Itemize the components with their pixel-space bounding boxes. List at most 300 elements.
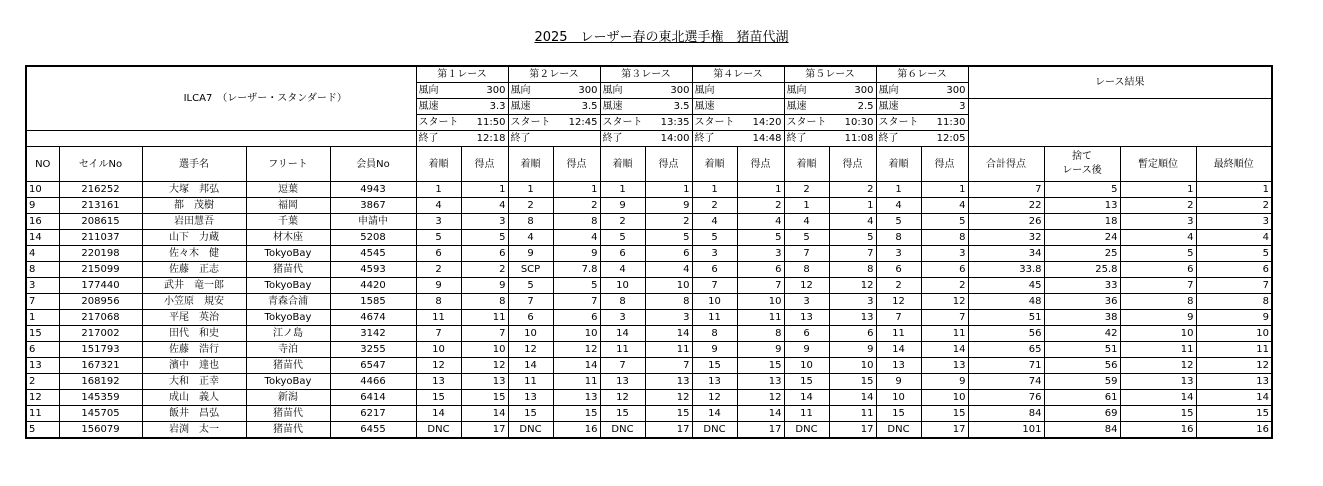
row-net: 61 bbox=[1044, 390, 1120, 406]
row-points-2: 4 bbox=[553, 230, 600, 246]
wind-speed-label: 風速 bbox=[876, 99, 921, 115]
row-no: 8 bbox=[26, 262, 59, 278]
wind-dir-value-6: 300 bbox=[921, 83, 968, 99]
row-points-4: 5 bbox=[737, 230, 784, 246]
row-name: 濱中 達也 bbox=[142, 358, 246, 374]
wind-speed-value-5: 2.5 bbox=[829, 99, 876, 115]
row-points-3: 12 bbox=[645, 390, 692, 406]
table-row bbox=[26, 406, 1272, 422]
row-points-6: 4 bbox=[921, 198, 968, 214]
row-net: 18 bbox=[1044, 214, 1120, 230]
row-finish-4: 11 bbox=[692, 310, 737, 326]
row-points-2: 6 bbox=[553, 310, 600, 326]
col-finish-3: 着順 bbox=[600, 147, 645, 182]
row-final: 5 bbox=[1196, 246, 1272, 262]
row-finish-2: 8 bbox=[508, 214, 553, 230]
row-fleet: 江ノ島 bbox=[246, 326, 330, 342]
start-time-6: 11:30 bbox=[921, 115, 968, 131]
row-provisional: 16 bbox=[1120, 422, 1196, 439]
wind-dir-value-3: 300 bbox=[645, 83, 692, 99]
row-points-3: 1 bbox=[645, 182, 692, 198]
row-finish-2: 1 bbox=[508, 182, 553, 198]
row-fleet: 福岡 bbox=[246, 198, 330, 214]
results-blank bbox=[968, 99, 1272, 147]
row-final: 7 bbox=[1196, 278, 1272, 294]
row-total: 65 bbox=[968, 342, 1044, 358]
row-total: 74 bbox=[968, 374, 1044, 390]
row-net: 56 bbox=[1044, 358, 1120, 374]
table-row bbox=[26, 374, 1272, 390]
row-no: 10 bbox=[26, 182, 59, 198]
row-points-4: 12 bbox=[737, 390, 784, 406]
row-finish-4: 6 bbox=[692, 262, 737, 278]
col-member: 会員No bbox=[330, 147, 416, 182]
end-label: 終了 bbox=[416, 131, 461, 147]
row-total: 45 bbox=[968, 278, 1044, 294]
row-no: 16 bbox=[26, 214, 59, 230]
row-sail: 168192 bbox=[59, 374, 142, 390]
page-title: 2025 レーザー春の東北選手権 猪苗代湖 bbox=[534, 30, 789, 45]
end-label: 終了 bbox=[508, 131, 553, 147]
col-points-6: 得点 bbox=[921, 147, 968, 182]
row-finish-6: DNC bbox=[876, 422, 921, 439]
wind-speed-value-3: 3.5 bbox=[645, 99, 692, 115]
row-name: 飯井 昌弘 bbox=[142, 406, 246, 422]
row-member: 1585 bbox=[330, 294, 416, 310]
row-fleet: 寺泊 bbox=[246, 342, 330, 358]
row-total: 76 bbox=[968, 390, 1044, 406]
row-finish-2: 10 bbox=[508, 326, 553, 342]
row-finish-5: 8 bbox=[784, 262, 829, 278]
row-finish-2: 7 bbox=[508, 294, 553, 310]
row-points-4: 14 bbox=[737, 406, 784, 422]
row-finish-5: 7 bbox=[784, 246, 829, 262]
table-row bbox=[26, 342, 1272, 358]
row-final: 6 bbox=[1196, 262, 1272, 278]
row-points-1: 5 bbox=[461, 230, 508, 246]
table-row bbox=[26, 198, 1272, 214]
row-provisional: 14 bbox=[1120, 390, 1196, 406]
row-points-4: 7 bbox=[737, 278, 784, 294]
wind-speed-label: 風速 bbox=[692, 99, 737, 115]
row-finish-4: 4 bbox=[692, 214, 737, 230]
wind-speed-label: 風速 bbox=[600, 99, 645, 115]
row-finish-5: 2 bbox=[784, 182, 829, 198]
row-points-2: 12 bbox=[553, 342, 600, 358]
row-fleet: 逗葉 bbox=[246, 182, 330, 198]
row-sail: 145705 bbox=[59, 406, 142, 422]
row-member: 4674 bbox=[330, 310, 416, 326]
row-points-2: 13 bbox=[553, 390, 600, 406]
row-no: 6 bbox=[26, 342, 59, 358]
row-finish-4: 7 bbox=[692, 278, 737, 294]
results-label: レース結果 bbox=[968, 66, 1272, 99]
row-points-2: 7 bbox=[553, 294, 600, 310]
row-finish-2: 9 bbox=[508, 246, 553, 262]
col-points-2: 得点 bbox=[553, 147, 600, 182]
end-time-6: 12:05 bbox=[921, 131, 968, 147]
row-finish-5: DNC bbox=[784, 422, 829, 439]
row-final: 14 bbox=[1196, 390, 1272, 406]
col-points-5: 得点 bbox=[829, 147, 876, 182]
row-finish-3: 11 bbox=[600, 342, 645, 358]
row-name: 成山 義人 bbox=[142, 390, 246, 406]
row-provisional: 10 bbox=[1120, 326, 1196, 342]
row-points-4: 2 bbox=[737, 198, 784, 214]
row-member: 6455 bbox=[330, 422, 416, 439]
col-points-3: 得点 bbox=[645, 147, 692, 182]
col-points-4: 得点 bbox=[737, 147, 784, 182]
class-label: ILCA7 （レーザー・スタンダード） bbox=[26, 66, 416, 131]
row-finish-3: 1 bbox=[600, 182, 645, 198]
row-finish-1: 1 bbox=[416, 182, 461, 198]
row-net: 25.8 bbox=[1044, 262, 1120, 278]
row-finish-3: 7 bbox=[600, 358, 645, 374]
row-finish-3: 12 bbox=[600, 390, 645, 406]
row-sail: 156079 bbox=[59, 422, 142, 439]
row-finish-2: 6 bbox=[508, 310, 553, 326]
row-points-3: 9 bbox=[645, 198, 692, 214]
wind-dir-label: 風向 bbox=[508, 83, 553, 99]
row-no: 7 bbox=[26, 294, 59, 310]
row-points-3: 5 bbox=[645, 230, 692, 246]
row-finish-6: 6 bbox=[876, 262, 921, 278]
row-points-6: 17 bbox=[921, 422, 968, 439]
table-row bbox=[26, 310, 1272, 326]
row-points-2: 7.8 bbox=[553, 262, 600, 278]
row-no: 5 bbox=[26, 422, 59, 439]
row-member: 3255 bbox=[330, 342, 416, 358]
row-finish-3: 10 bbox=[600, 278, 645, 294]
row-points-5: 2 bbox=[829, 182, 876, 198]
wind-dir-label: 風向 bbox=[784, 83, 829, 99]
row-name: 田代 和史 bbox=[142, 326, 246, 342]
row-points-2: 10 bbox=[553, 326, 600, 342]
wind-speed-value-6: 3 bbox=[921, 99, 968, 115]
row-member: 3867 bbox=[330, 198, 416, 214]
row-finish-4: 9 bbox=[692, 342, 737, 358]
start-label: スタート bbox=[416, 115, 461, 131]
row-points-4: 6 bbox=[737, 262, 784, 278]
row-fleet: TokyoBay bbox=[246, 374, 330, 390]
row-net: 59 bbox=[1044, 374, 1120, 390]
row-fleet: 猪苗代 bbox=[246, 262, 330, 278]
row-name: 小笠原 規安 bbox=[142, 294, 246, 310]
row-points-4: 9 bbox=[737, 342, 784, 358]
row-sail: 145359 bbox=[59, 390, 142, 406]
row-provisional: 7 bbox=[1120, 278, 1196, 294]
row-points-3: 4 bbox=[645, 262, 692, 278]
end-time-3: 14:00 bbox=[645, 131, 692, 147]
row-finish-5: 5 bbox=[784, 230, 829, 246]
row-finish-2: 13 bbox=[508, 390, 553, 406]
row-points-1: 11 bbox=[461, 310, 508, 326]
row-points-2: 16 bbox=[553, 422, 600, 439]
start-time-2: 12:45 bbox=[553, 115, 600, 131]
row-fleet: 猪苗代 bbox=[246, 358, 330, 374]
col-finish-5: 着順 bbox=[784, 147, 829, 182]
row-points-3: 14 bbox=[645, 326, 692, 342]
row-points-4: 17 bbox=[737, 422, 784, 439]
row-finish-4: 13 bbox=[692, 374, 737, 390]
row-finish-5: 13 bbox=[784, 310, 829, 326]
row-finish-1: 11 bbox=[416, 310, 461, 326]
row-member: 6547 bbox=[330, 358, 416, 374]
row-finish-5: 12 bbox=[784, 278, 829, 294]
row-final: 2 bbox=[1196, 198, 1272, 214]
row-finish-2: 11 bbox=[508, 374, 553, 390]
row-finish-3: 2 bbox=[600, 214, 645, 230]
row-finish-1: 2 bbox=[416, 262, 461, 278]
row-finish-4: DNC bbox=[692, 422, 737, 439]
row-sail: 213161 bbox=[59, 198, 142, 214]
row-final: 11 bbox=[1196, 342, 1272, 358]
row-points-5: 5 bbox=[829, 230, 876, 246]
row-name: 武井 竜一郎 bbox=[142, 278, 246, 294]
row-provisional: 2 bbox=[1120, 198, 1196, 214]
row-total: 33.8 bbox=[968, 262, 1044, 278]
row-finish-3: 3 bbox=[600, 310, 645, 326]
row-net: 25 bbox=[1044, 246, 1120, 262]
row-finish-3: 15 bbox=[600, 406, 645, 422]
row-finish-4: 10 bbox=[692, 294, 737, 310]
row-finish-4: 1 bbox=[692, 182, 737, 198]
end-time-1: 12:18 bbox=[461, 131, 508, 147]
row-finish-3: 5 bbox=[600, 230, 645, 246]
row-points-1: 14 bbox=[461, 406, 508, 422]
row-finish-6: 13 bbox=[876, 358, 921, 374]
row-final: 12 bbox=[1196, 358, 1272, 374]
col-name: 選手名 bbox=[142, 147, 246, 182]
row-points-1: 3 bbox=[461, 214, 508, 230]
row-name: 都 茂樹 bbox=[142, 198, 246, 214]
row-net: 13 bbox=[1044, 198, 1120, 214]
row-fleet: TokyoBay bbox=[246, 278, 330, 294]
row-finish-6: 12 bbox=[876, 294, 921, 310]
row-points-5: 9 bbox=[829, 342, 876, 358]
col-finish-1: 着順 bbox=[416, 147, 461, 182]
row-total: 56 bbox=[968, 326, 1044, 342]
row-points-3: 8 bbox=[645, 294, 692, 310]
row-points-4: 10 bbox=[737, 294, 784, 310]
row-member: 6414 bbox=[330, 390, 416, 406]
row-finish-1: DNC bbox=[416, 422, 461, 439]
table-row bbox=[26, 358, 1272, 374]
row-final: 4 bbox=[1196, 230, 1272, 246]
col-points-1: 得点 bbox=[461, 147, 508, 182]
end-time-2 bbox=[553, 131, 600, 147]
row-finish-4: 14 bbox=[692, 406, 737, 422]
row-points-4: 11 bbox=[737, 310, 784, 326]
wind-speed-value-2: 3.5 bbox=[553, 99, 600, 115]
row-points-6: 3 bbox=[921, 246, 968, 262]
row-name: 大塚 邦弘 bbox=[142, 182, 246, 198]
row-finish-4: 3 bbox=[692, 246, 737, 262]
wind-dir-value-5: 300 bbox=[829, 83, 876, 99]
wind-speed-label: 風速 bbox=[416, 99, 461, 115]
row-points-3: 2 bbox=[645, 214, 692, 230]
row-points-5: 14 bbox=[829, 390, 876, 406]
row-points-4: 3 bbox=[737, 246, 784, 262]
row-finish-6: 8 bbox=[876, 230, 921, 246]
start-label: スタート bbox=[784, 115, 829, 131]
row-points-6: 13 bbox=[921, 358, 968, 374]
row-finish-5: 3 bbox=[784, 294, 829, 310]
row-points-6: 10 bbox=[921, 390, 968, 406]
row-points-3: 10 bbox=[645, 278, 692, 294]
row-total: 101 bbox=[968, 422, 1044, 439]
end-label: 終了 bbox=[692, 131, 737, 147]
table-row bbox=[26, 326, 1272, 342]
row-points-5: 8 bbox=[829, 262, 876, 278]
row-fleet: 猪苗代 bbox=[246, 422, 330, 439]
row-final: 15 bbox=[1196, 406, 1272, 422]
row-final: 16 bbox=[1196, 422, 1272, 439]
row-points-6: 7 bbox=[921, 310, 968, 326]
row-sail: 217068 bbox=[59, 310, 142, 326]
row-finish-1: 8 bbox=[416, 294, 461, 310]
col-final: 最終順位 bbox=[1196, 147, 1272, 182]
row-finish-6: 9 bbox=[876, 374, 921, 390]
race-label-6: 第６レース bbox=[876, 66, 968, 83]
start-time-5: 10:30 bbox=[829, 115, 876, 131]
table-row bbox=[26, 278, 1272, 294]
row-provisional: 6 bbox=[1120, 262, 1196, 278]
row-finish-5: 9 bbox=[784, 342, 829, 358]
row-points-2: 8 bbox=[553, 214, 600, 230]
row-net: 51 bbox=[1044, 342, 1120, 358]
row-provisional: 15 bbox=[1120, 406, 1196, 422]
row-points-4: 13 bbox=[737, 374, 784, 390]
col-sail: セイルNo bbox=[59, 147, 142, 182]
row-finish-3: 13 bbox=[600, 374, 645, 390]
row-points-6: 1 bbox=[921, 182, 968, 198]
start-time-1: 11:50 bbox=[461, 115, 508, 131]
row-finish-2: 14 bbox=[508, 358, 553, 374]
row-fleet: 猪苗代 bbox=[246, 406, 330, 422]
row-points-5: 1 bbox=[829, 198, 876, 214]
row-sail: 177440 bbox=[59, 278, 142, 294]
row-final: 1 bbox=[1196, 182, 1272, 198]
row-points-6: 9 bbox=[921, 374, 968, 390]
row-finish-6: 4 bbox=[876, 198, 921, 214]
row-provisional: 13 bbox=[1120, 374, 1196, 390]
row-finish-1: 13 bbox=[416, 374, 461, 390]
row-sail: 208956 bbox=[59, 294, 142, 310]
row-points-1: 4 bbox=[461, 198, 508, 214]
row-finish-1: 12 bbox=[416, 358, 461, 374]
row-finish-1: 10 bbox=[416, 342, 461, 358]
row-finish-2: DNC bbox=[508, 422, 553, 439]
row-points-3: 13 bbox=[645, 374, 692, 390]
row-provisional: 4 bbox=[1120, 230, 1196, 246]
row-name: 佐藤 浩行 bbox=[142, 342, 246, 358]
start-time-3: 13:35 bbox=[645, 115, 692, 131]
row-points-1: 17 bbox=[461, 422, 508, 439]
row-points-6: 14 bbox=[921, 342, 968, 358]
row-no: 15 bbox=[26, 326, 59, 342]
row-no: 1 bbox=[26, 310, 59, 326]
race-label-1: 第１レース bbox=[416, 66, 508, 83]
row-net: 33 bbox=[1044, 278, 1120, 294]
col-net: 捨て レース後 bbox=[1044, 147, 1120, 182]
row-no: 9 bbox=[26, 198, 59, 214]
row-points-1: 12 bbox=[461, 358, 508, 374]
end-label: 終了 bbox=[600, 131, 645, 147]
row-finish-4: 12 bbox=[692, 390, 737, 406]
table-row bbox=[26, 390, 1272, 406]
row-member: 3142 bbox=[330, 326, 416, 342]
row-points-5: 3 bbox=[829, 294, 876, 310]
row-member: 5208 bbox=[330, 230, 416, 246]
start-label: スタート bbox=[508, 115, 553, 131]
row-points-2: 11 bbox=[553, 374, 600, 390]
row-points-3: 11 bbox=[645, 342, 692, 358]
row-finish-6: 5 bbox=[876, 214, 921, 230]
row-no: 11 bbox=[26, 406, 59, 422]
col-no: NO bbox=[26, 147, 59, 182]
row-finish-6: 7 bbox=[876, 310, 921, 326]
row-sail: 216252 bbox=[59, 182, 142, 198]
wind-dir-label: 風向 bbox=[876, 83, 921, 99]
wind-dir-label: 風向 bbox=[416, 83, 461, 99]
header-blank bbox=[26, 131, 416, 147]
row-points-3: 15 bbox=[645, 406, 692, 422]
table-row bbox=[26, 182, 1272, 198]
row-final: 8 bbox=[1196, 294, 1272, 310]
row-finish-3: 8 bbox=[600, 294, 645, 310]
row-fleet: 材木座 bbox=[246, 230, 330, 246]
row-name: 岩渕 太一 bbox=[142, 422, 246, 439]
row-points-5: 11 bbox=[829, 406, 876, 422]
row-sail: 208615 bbox=[59, 214, 142, 230]
col-finish-2: 着順 bbox=[508, 147, 553, 182]
row-points-2: 2 bbox=[553, 198, 600, 214]
row-points-1: 1 bbox=[461, 182, 508, 198]
row-points-3: 7 bbox=[645, 358, 692, 374]
row-total: 7 bbox=[968, 182, 1044, 198]
col-provisional: 暫定順位 bbox=[1120, 147, 1196, 182]
row-net: 24 bbox=[1044, 230, 1120, 246]
row-points-1: 15 bbox=[461, 390, 508, 406]
row-net: 5 bbox=[1044, 182, 1120, 198]
end-time-5: 11:08 bbox=[829, 131, 876, 147]
row-points-2: 1 bbox=[553, 182, 600, 198]
row-member: 4593 bbox=[330, 262, 416, 278]
row-points-1: 8 bbox=[461, 294, 508, 310]
row-no: 3 bbox=[26, 278, 59, 294]
race-label-3: 第３レース bbox=[600, 66, 692, 83]
row-total: 32 bbox=[968, 230, 1044, 246]
row-finish-4: 2 bbox=[692, 198, 737, 214]
row-finish-1: 15 bbox=[416, 390, 461, 406]
row-finish-2: 2 bbox=[508, 198, 553, 214]
row-points-6: 12 bbox=[921, 294, 968, 310]
row-member: 6217 bbox=[330, 406, 416, 422]
row-points-5: 12 bbox=[829, 278, 876, 294]
row-finish-1: 5 bbox=[416, 230, 461, 246]
row-points-6: 8 bbox=[921, 230, 968, 246]
row-points-5: 4 bbox=[829, 214, 876, 230]
col-finish-4: 着順 bbox=[692, 147, 737, 182]
row-no: 13 bbox=[26, 358, 59, 374]
row-total: 84 bbox=[968, 406, 1044, 422]
start-label: スタート bbox=[692, 115, 737, 131]
wind-speed-value-4 bbox=[737, 99, 784, 115]
row-finish-1: 7 bbox=[416, 326, 461, 342]
row-finish-2: 5 bbox=[508, 278, 553, 294]
row-points-5: 6 bbox=[829, 326, 876, 342]
